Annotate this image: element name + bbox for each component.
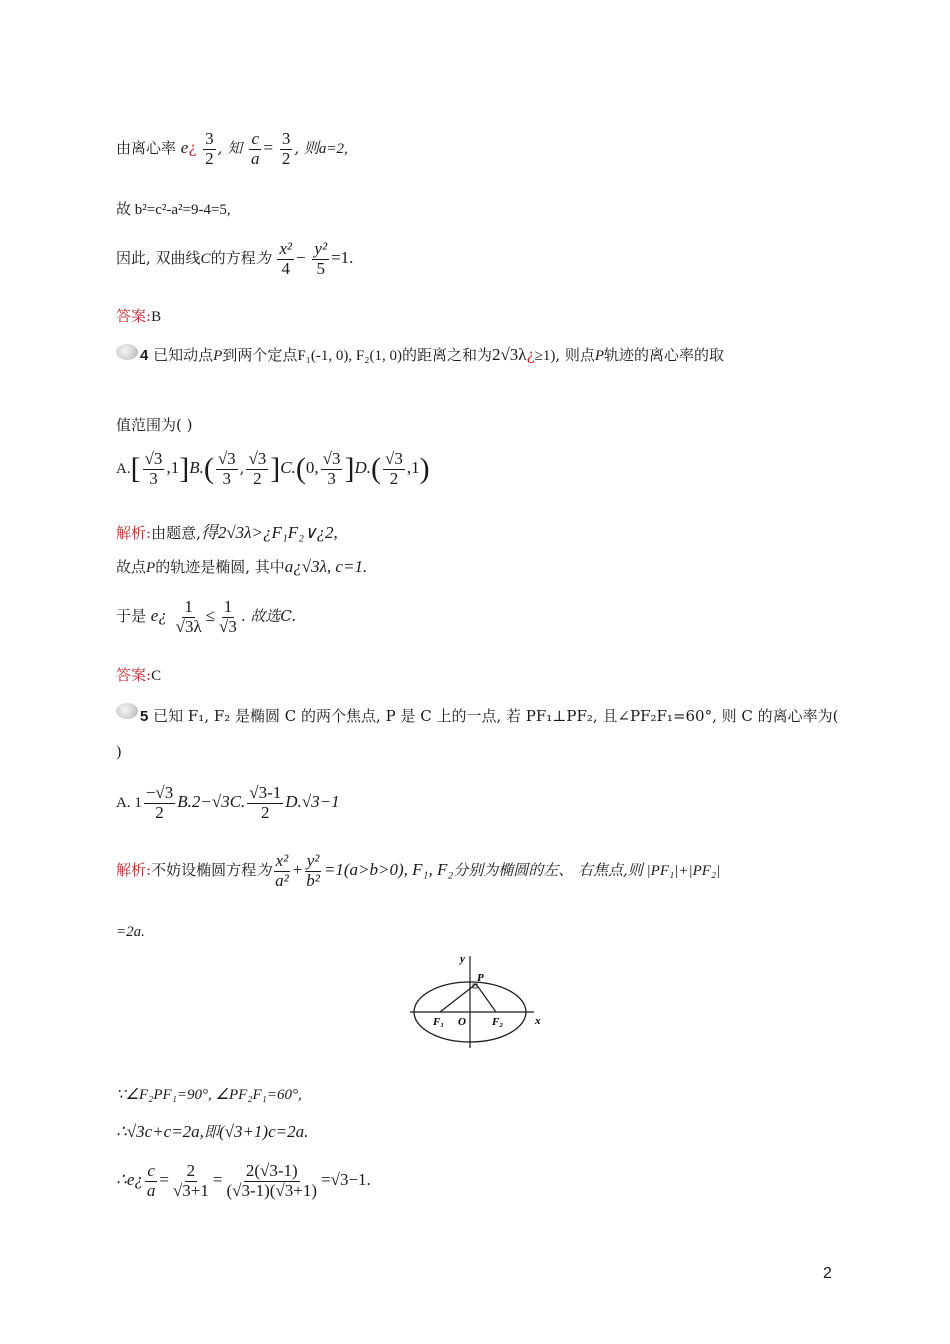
ellipse-figure [404, 950, 549, 1050]
fraction [249, 130, 262, 168]
numerator: c [251, 129, 260, 148]
numerator: √3 [144, 449, 163, 468]
math-e: e¿ [150, 606, 167, 626]
denominator: 3 [327, 468, 336, 488]
denominator: 4 [281, 258, 290, 278]
text: 分别为椭圆的左、 右焦点, [453, 861, 628, 880]
numerator: 1 [223, 597, 233, 616]
denominator: a² [275, 870, 289, 890]
math-expression: a¿√3λ, c=1. [284, 557, 368, 576]
numerator: 2 [186, 1161, 196, 1180]
math: ≤ [205, 606, 216, 626]
fraction [277, 240, 294, 278]
bracket: ( [371, 452, 382, 486]
fraction [143, 450, 165, 488]
denominator: 2 [281, 148, 291, 168]
bracket: ] [344, 452, 355, 486]
math-e: e [180, 138, 189, 158]
garbled-char: ¿ [188, 139, 197, 158]
option-a-label: A. [116, 461, 131, 478]
numerator: √3 [322, 449, 341, 468]
x-label: x [535, 1015, 541, 1027]
denominator: 2 [389, 468, 399, 488]
math-expression: =1(a>b>0), F₁, F₂ [323, 860, 454, 880]
numerator: x² [275, 851, 289, 870]
denominator: √3+1 [172, 1180, 209, 1200]
math-expression: (√3+1)c=2a. [218, 1122, 309, 1141]
numerator: y² [306, 851, 320, 870]
fraction [246, 450, 268, 488]
solution-line-b-squared: 故 b²=c²-a²=9-4=5, [116, 202, 231, 218]
option-b-label: B. [189, 458, 204, 478]
text: 于是 [116, 607, 147, 626]
f2-label: F₂ [492, 1016, 504, 1028]
question-5-options [116, 784, 340, 822]
question-5-line1 [140, 705, 839, 726]
numerator: y² [314, 239, 328, 258]
question-number: 5 [140, 708, 149, 725]
math-expression: =√3−1. [321, 1170, 371, 1190]
text: 的轨迹是椭圆, 其中 [155, 558, 285, 576]
math-e: ∴e¿ [116, 1170, 143, 1190]
math-C: C [200, 251, 211, 268]
solution-5-line2: =2a. [116, 924, 145, 940]
numerator: 3 [205, 129, 214, 148]
equals: = [159, 1170, 169, 1190]
bracket: [ [130, 452, 141, 486]
denominator: √3 [219, 616, 237, 636]
option-d-label: D. [354, 458, 372, 478]
solution-5-line4 [116, 1121, 308, 1142]
answer-label: 答案: [116, 666, 152, 684]
y-label: y [460, 953, 465, 965]
math-expression: 得2√3λ>¿F₁F₂∨¿2, [200, 523, 338, 542]
answer-label: 答案: [116, 307, 152, 325]
fraction [273, 852, 291, 890]
bracket: ] [270, 452, 281, 486]
numerator: −√3 [145, 783, 174, 802]
bracket: ) [419, 452, 430, 486]
numerator: 3 [281, 129, 291, 148]
text: , 则 [294, 139, 319, 158]
question-4-line2: 值范围为( ) [116, 416, 193, 434]
answer-line [116, 664, 161, 685]
fraction [174, 598, 204, 636]
denominator: 2 [253, 468, 262, 488]
solution-label: 解析: [116, 524, 152, 542]
denominator: 3 [149, 468, 158, 488]
text: 轨迹的离心率的取 [604, 346, 725, 364]
option-d: D.√3−1 [285, 792, 340, 812]
question-number: 4 [140, 347, 149, 364]
f1-label: F₁ [433, 1016, 445, 1028]
denominator: 5 [316, 258, 325, 278]
text: , 则点 [555, 346, 595, 364]
denominator: 2 [155, 802, 164, 822]
math: ,1 [406, 458, 420, 478]
question-4-line1 [140, 344, 724, 365]
fraction [280, 130, 293, 168]
denominator: a [146, 1180, 156, 1200]
fraction [145, 1162, 158, 1200]
equals-one: =1. [331, 248, 354, 268]
math: 则 |PF₁|+|PF₂| [627, 863, 721, 880]
bracket: ( [203, 452, 214, 486]
denominator: (√3-1)(√3+1) [226, 1180, 318, 1200]
denominator: b² [306, 870, 320, 890]
option-c-label: C. [229, 792, 246, 812]
numerator: 2(√3-1) [245, 1161, 298, 1180]
text: 故点 [116, 558, 147, 576]
text: 由离心率 [116, 139, 177, 158]
answer-line [116, 305, 161, 326]
fraction [216, 450, 238, 488]
p-label: P [477, 972, 484, 984]
fraction [171, 1162, 211, 1200]
math-expression: 2√3λ [491, 345, 527, 364]
solution-4-line1 [116, 518, 338, 543]
text: 的距离之和为 [401, 346, 492, 364]
answer-value: C [151, 668, 162, 684]
text: 的方程 [210, 249, 256, 268]
text: 为 [255, 249, 271, 268]
text: 到两个定点 [222, 346, 298, 364]
fraction [144, 784, 175, 822]
numerator: c [147, 1161, 155, 1180]
math-P: P [213, 348, 223, 364]
text: 为 [256, 861, 272, 880]
denominator: 2 [261, 802, 270, 822]
math-P: P [146, 560, 156, 576]
fraction [321, 450, 343, 488]
math: ,1 [166, 458, 180, 478]
numerator: 1 [184, 597, 193, 616]
fraction [304, 852, 322, 890]
math: a=2, [318, 141, 348, 158]
text: 因此, 双曲线 [116, 249, 201, 268]
option-b: B.2−√3 [177, 792, 230, 812]
bracket: ] [179, 452, 190, 486]
numerator: √3 [385, 449, 403, 468]
option-a-label: A. 1 [116, 795, 142, 812]
equals: = [212, 1170, 223, 1190]
option-c-label: C. [280, 458, 296, 478]
solution-5-line3: ∵∠F₂PF₁=90°, ∠PF₂F₁=60°, [116, 1087, 302, 1103]
focal-triangle [440, 984, 496, 1012]
garbled-char: ¿ [526, 346, 535, 364]
question-5-line2: ) [116, 743, 122, 761]
math-P: P [594, 348, 605, 364]
fraction [247, 784, 283, 822]
bracket: ( [295, 452, 306, 486]
answer-value: B [151, 309, 162, 325]
solution-5-line1 [116, 852, 720, 890]
math-expression: ∴√3c+c=2a, [116, 1122, 204, 1141]
question-icon [116, 703, 138, 719]
equals: = [263, 138, 274, 158]
solution-line-eccentricity [116, 130, 348, 168]
denominator: 3 [222, 468, 231, 488]
question-icon [116, 344, 138, 360]
page-number: 2 [823, 1265, 832, 1282]
origin-label: O [458, 1016, 466, 1028]
plus: + [292, 860, 303, 880]
fraction [217, 598, 239, 636]
numerator: √3-1 [249, 783, 282, 802]
solution-4-line2 [116, 556, 367, 577]
math: 0, [305, 458, 319, 478]
text: 不妨设椭圆方程 [151, 861, 257, 880]
denominator: √3λ [175, 616, 202, 636]
fraction [312, 240, 329, 278]
math: F₁(-1, 0), F₂(1, 0) [297, 348, 402, 364]
solution-5-line5 [116, 1162, 371, 1200]
fraction [224, 1162, 319, 1200]
fraction [203, 130, 216, 168]
solution-4-line3 [116, 598, 296, 636]
solution-label: 解析: [116, 861, 152, 880]
fraction [383, 450, 405, 488]
denominator: 2 [205, 148, 214, 168]
solution-line-hyperbola [116, 240, 353, 278]
denominator: a [251, 148, 260, 168]
question-4-options: A.[ $\frac{√3}{3}$ ,1]B.( $\frac{√3}{3}$ , $\frac{√3}{2}$ ]C.(0, $\frac{√3}{3}$ ]D.( $\frac{√3}{2}$ ,1) [116, 449, 430, 488]
numerator: x² [279, 239, 293, 258]
math: ≥1) [534, 348, 556, 364]
text: . 故选C. [240, 607, 297, 626]
text: , 知 [217, 139, 243, 158]
numerator: √3 [217, 449, 236, 468]
text: 由题意, [151, 524, 201, 542]
question-text: 已知 F₁, F₂ 是椭圆 C 的两个焦点, P 是 C 上的一点, 若 PF₁⊥PF₂, 且∠PF₂F₁=60°, 则 C 的离心率为( [153, 707, 839, 725]
text: 已知动点 [153, 346, 214, 364]
minus: − [296, 248, 306, 268]
text: 即 [203, 1123, 219, 1141]
numerator: √3 [248, 449, 267, 468]
